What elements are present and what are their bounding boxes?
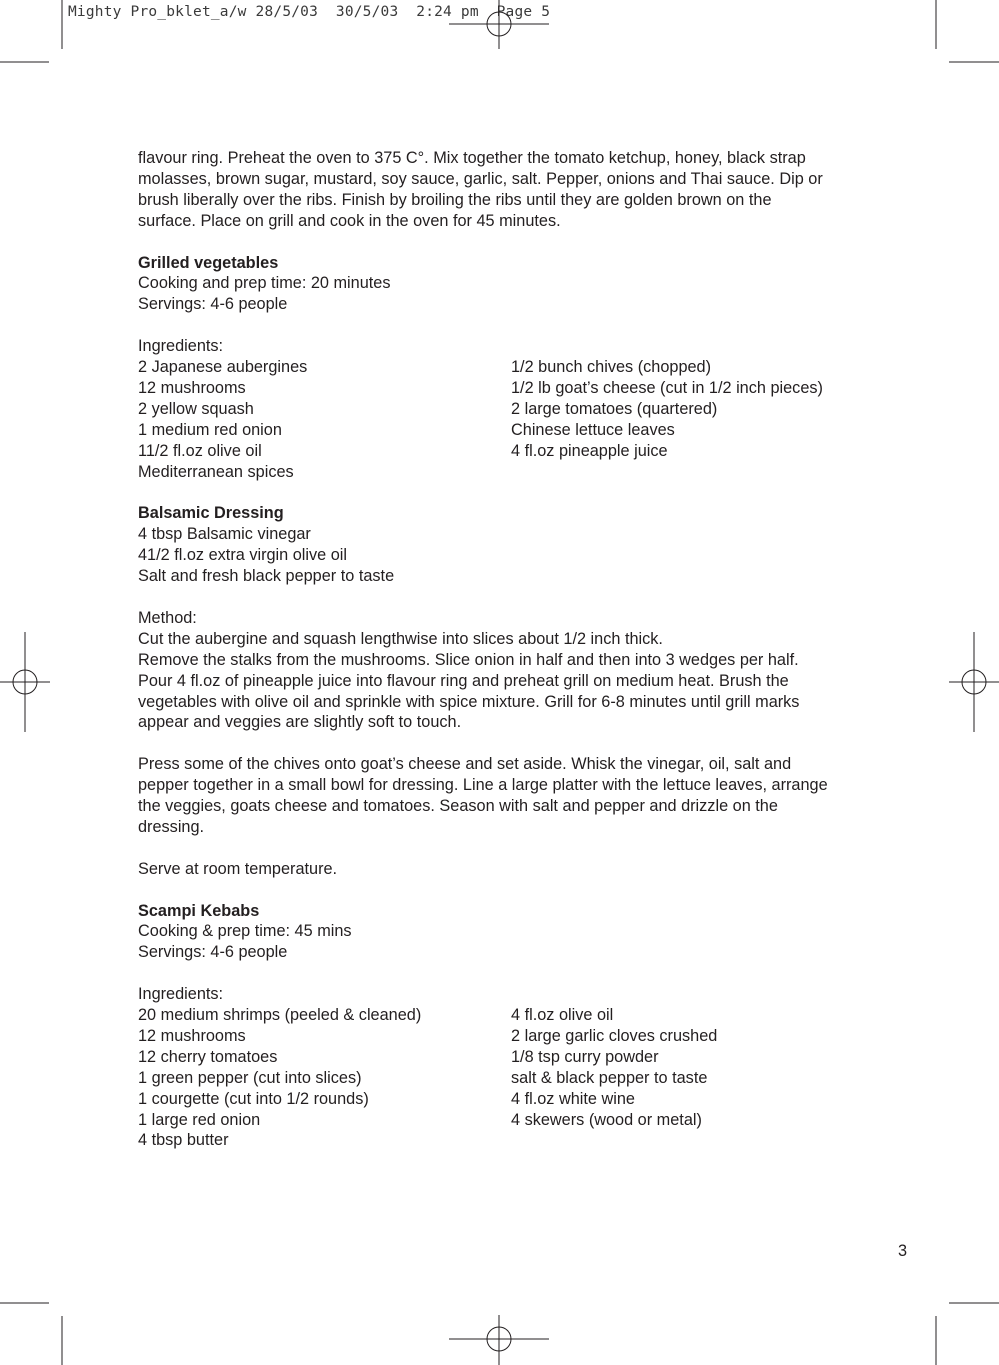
recipe-title: Scampi Kebabs [138, 901, 260, 920]
servings: Servings: 4-6 people [138, 295, 288, 314]
ingredient-item: 2 yellow squash [138, 399, 254, 418]
ingredient-item: 12 mushrooms [138, 1026, 246, 1045]
ingredient-item: 20 medium shrimps (peeled & cleaned) [138, 1006, 422, 1025]
scampi-kebabs-recipe [138, 901, 863, 1152]
text-line: appear and veggies are slightly soft to touch. [138, 713, 462, 732]
method-section [138, 608, 863, 880]
ingredient-item: 1/2 bunch chives (chopped) [511, 358, 712, 377]
ingredient-item: 4 fl.oz white wine [511, 1089, 635, 1108]
text-line: flavour ring. Preheat the oven to 375 C°. Mix together the tomato ketchup, honey, black strap [138, 149, 806, 167]
serve-note: Serve at room temperature. [138, 859, 338, 878]
ingredient-item: 4 skewers (wood or metal) [511, 1110, 702, 1129]
text-line: surface. Place on grill and cook in the oven for 45 minutes. [138, 211, 561, 230]
ingredient-item: 2 large tomatoes (quartered) [511, 399, 718, 418]
registration-mark-left [0, 632, 50, 732]
ingredient-item: 12 mushrooms [138, 378, 246, 397]
registration-mark-bottom [449, 1315, 549, 1365]
ingredient-item: 1/2 lb goat’s cheese (cut in 1/2 inch pieces) [511, 378, 823, 397]
ingredient-item: 4 tbsp butter [138, 1131, 229, 1150]
ingredients-list [138, 357, 863, 482]
recipe-title: Grilled vegetables [138, 253, 279, 272]
balsamic-dressing [138, 503, 863, 587]
ingredient-item: 2 large garlic cloves crushed [511, 1026, 718, 1045]
dressing-item: 41/2 fl.oz extra virgin olive oil [138, 546, 348, 565]
text-line: vegetables with olive oil and sprinkle with spice mixture. Grill for 6-8 minutes until grill marks [138, 692, 800, 711]
page-content [138, 148, 863, 1151]
ingredients-list [138, 1005, 863, 1151]
ingredient-item: 1 medium red onion [138, 420, 282, 439]
ingredient-item: 1 green pepper (cut into slices) [138, 1068, 362, 1087]
ingredient-item: 4 fl.oz pineapple juice [511, 441, 668, 460]
servings: Servings: 4-6 people [138, 943, 288, 962]
text-line: the veggies, goats cheese and tomatoes. Season with salt and pepper and drizzle on the [138, 797, 778, 816]
text-line: pepper together in a small bowl for dressing. Line a large platter with the lettuce leaves, arrange [138, 776, 828, 795]
ingredient-item: Chinese lettuce leaves [511, 420, 675, 439]
text-line: molasses, brown sugar, mustard, soy sauce, garlic, salt. Pepper, onions and Thai sauce. Dip or [138, 169, 823, 188]
registration-mark-top [449, 0, 549, 49]
text-line: dressing. [138, 817, 205, 836]
prep-time: Cooking and prep time: 20 minutes [138, 274, 391, 293]
registration-mark-right [949, 632, 999, 732]
ingredients-right-column [511, 357, 863, 462]
dressing-item: 4 tbsp Balsamic vinegar [138, 525, 311, 544]
ingredients-label: Ingredients: [138, 337, 224, 356]
grilled-vegetables-recipe [138, 253, 863, 483]
text-line: brush liberally over the ribs. Finish by broiling the ribs until they are golden brown on the [138, 190, 772, 209]
ingredient-item: 4 fl.oz olive oil [511, 1006, 614, 1025]
ingredient-item: 11/2 fl.oz olive oil [138, 441, 262, 460]
ingredient-item: 1/8 tsp curry powder [511, 1047, 659, 1066]
ingredient-item: 12 cherry tomatoes [138, 1047, 278, 1066]
ingredient-item: 1 large red onion [138, 1110, 261, 1129]
ingredients-label: Ingredients: [138, 985, 224, 1004]
prep-time: Cooking & prep time: 45 mins [138, 922, 352, 941]
dressing-item: Salt and fresh black pepper to taste [138, 567, 395, 586]
method-label: Method: [138, 608, 197, 627]
ingredient-item: 2 Japanese aubergines [138, 358, 308, 377]
ingredients-right-column [511, 1005, 863, 1130]
ingredient-item: 1 courgette (cut into 1/2 rounds) [138, 1089, 369, 1108]
section-title: Balsamic Dressing [138, 504, 284, 523]
text-line: Cut the aubergine and squash lengthwise into slices about 1/2 inch thick. [138, 629, 663, 648]
print-slug-line: Mighty Pro_bklet_a/w 28/5/03 30/5/03 2:24 pm Page 5 [68, 4, 551, 20]
ingredient-item: Mediterranean spices [138, 462, 294, 481]
ingredients-left-column [138, 1005, 511, 1151]
ingredient-item: salt & black pepper to taste [511, 1068, 708, 1087]
intro-paragraph [138, 148, 863, 232]
ingredients-left-column [138, 357, 511, 482]
text-line: Press some of the chives onto goat’s cheese and set aside. Whisk the vinegar, oil, salt and [138, 755, 792, 774]
text-line: Remove the stalks from the mushrooms. Slice onion in half and then into 3 wedges per half. [138, 650, 799, 669]
page-number: 3 [898, 1242, 908, 1260]
text-line: Pour 4 fl.oz of pineapple juice into flavour ring and preheat grill on medium heat. Brush the [138, 671, 789, 690]
